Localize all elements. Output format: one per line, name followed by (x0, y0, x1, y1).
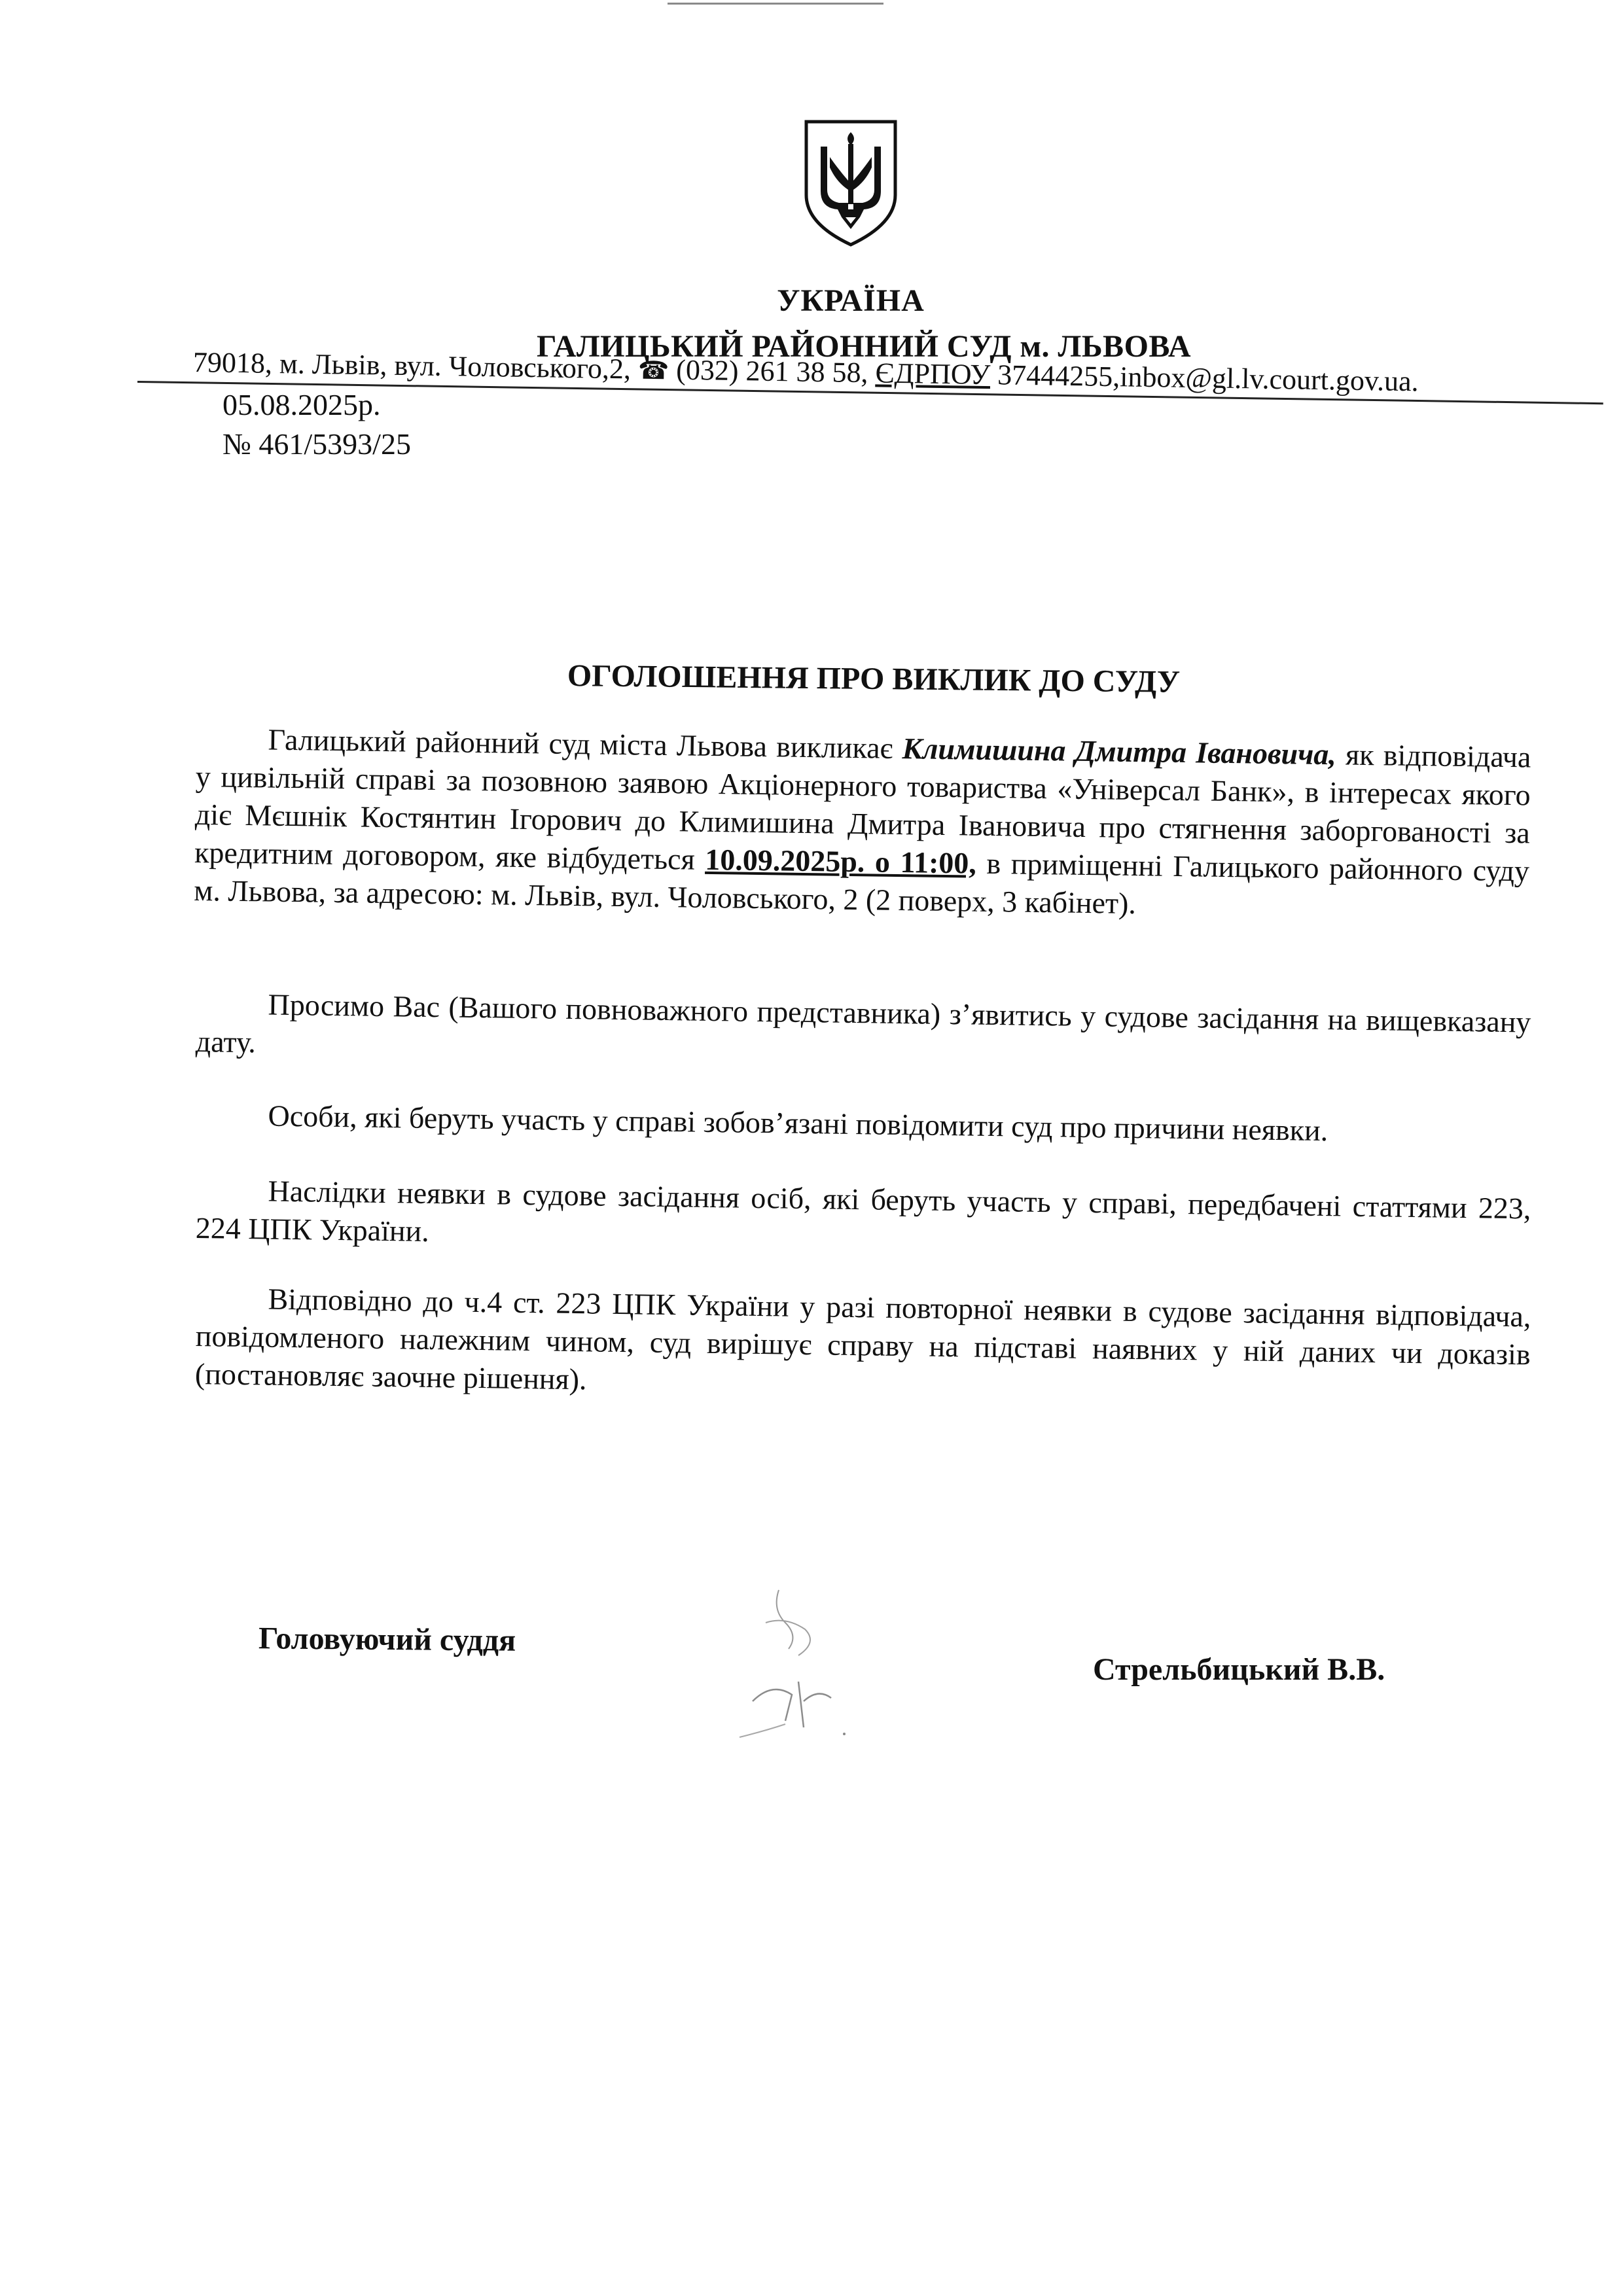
court-phone: (032) 261 38 58, (675, 353, 868, 389)
notification-duty-paragraph (196, 1096, 1531, 1152)
court-address: 79018, м. Львів, вул. Чоловського,2, (192, 346, 632, 385)
document-date: 05.08.2025р. (223, 388, 381, 421)
trident-coat-of-arms-icon (798, 118, 903, 249)
edrpou-label: ЄДРПОУ (875, 357, 991, 391)
summons-details: як відповідача у цивільній справі за позовною заявою Акціонерного товариства «Універсал Банк», в інтересах якого діє Мєшнік Костянтин Ігорович до Климишина Дмитра Івановича про стягнення заборгованості за кредитним договором, яке відбудеться (194, 737, 1531, 876)
header-country: УКРАЇНА (777, 283, 925, 318)
scan-edge-line (668, 3, 883, 5)
header-court-name: ГАЛИЦЬКИЙ РАЙОННИЙ СУД м. ЛЬВОВА (536, 329, 1192, 364)
defendant-name: Климишина Дмитра Івановича, (902, 732, 1337, 771)
edrpou-and-email: 37444255,inbox@gl.lv.court.gov.ua. (997, 359, 1419, 398)
appearance-request-text: Просимо Вас (Вашого повноважного представника) з’явитись у судове засідання на вищевказану дату. (195, 987, 1531, 1059)
summons-paragraph (194, 720, 1531, 928)
hearing-location: в приміщенні Галицького районного суду м. Львова, за адресою: м. Львів, вул. Чоловського, 2 (2 поверх, 3 кабінет). (194, 846, 1530, 920)
judge-name: Стрельбицький В.В. (1093, 1652, 1385, 1687)
default-judgment-paragraph (195, 1279, 1531, 1411)
absence-consequences-text: Наслідки неявки в судове засідання осіб, які беруть участь у справі, передбачені статтями 223, 224 ЦПК України. (195, 1174, 1531, 1248)
absence-consequences-paragraph (195, 1171, 1531, 1265)
notification-duty-text: Особи, які беруть участь у справі зобов’язані повідомити суд про причини неявки. (268, 1099, 1329, 1148)
signatory-role: Головуючий суддя (258, 1621, 516, 1658)
appearance-request-paragraph (195, 985, 1531, 1079)
handwritten-signature (726, 1583, 877, 1760)
document-title: ОГОЛОШЕННЯ ПРО ВИКЛИК ДО СУДУ (567, 658, 1181, 699)
case-number: № 461/5393/25 (223, 427, 411, 461)
summons-intro: Галицький районний суд міста Львова викликає (268, 722, 893, 765)
telephone-icon: ☎ (637, 357, 669, 385)
hearing-datetime: 10.09.2025р. о 11:00, (704, 842, 977, 880)
default-judgment-text: Відповідно до ч.4 ст. 223 ЦПК України у разі повторної неявки в судове засідання відповідача, повідомленого належним чином, суд вирішує справу на підставі наявних у ній даних чи доказів (постановляє заочне рішення). (194, 1282, 1531, 1396)
